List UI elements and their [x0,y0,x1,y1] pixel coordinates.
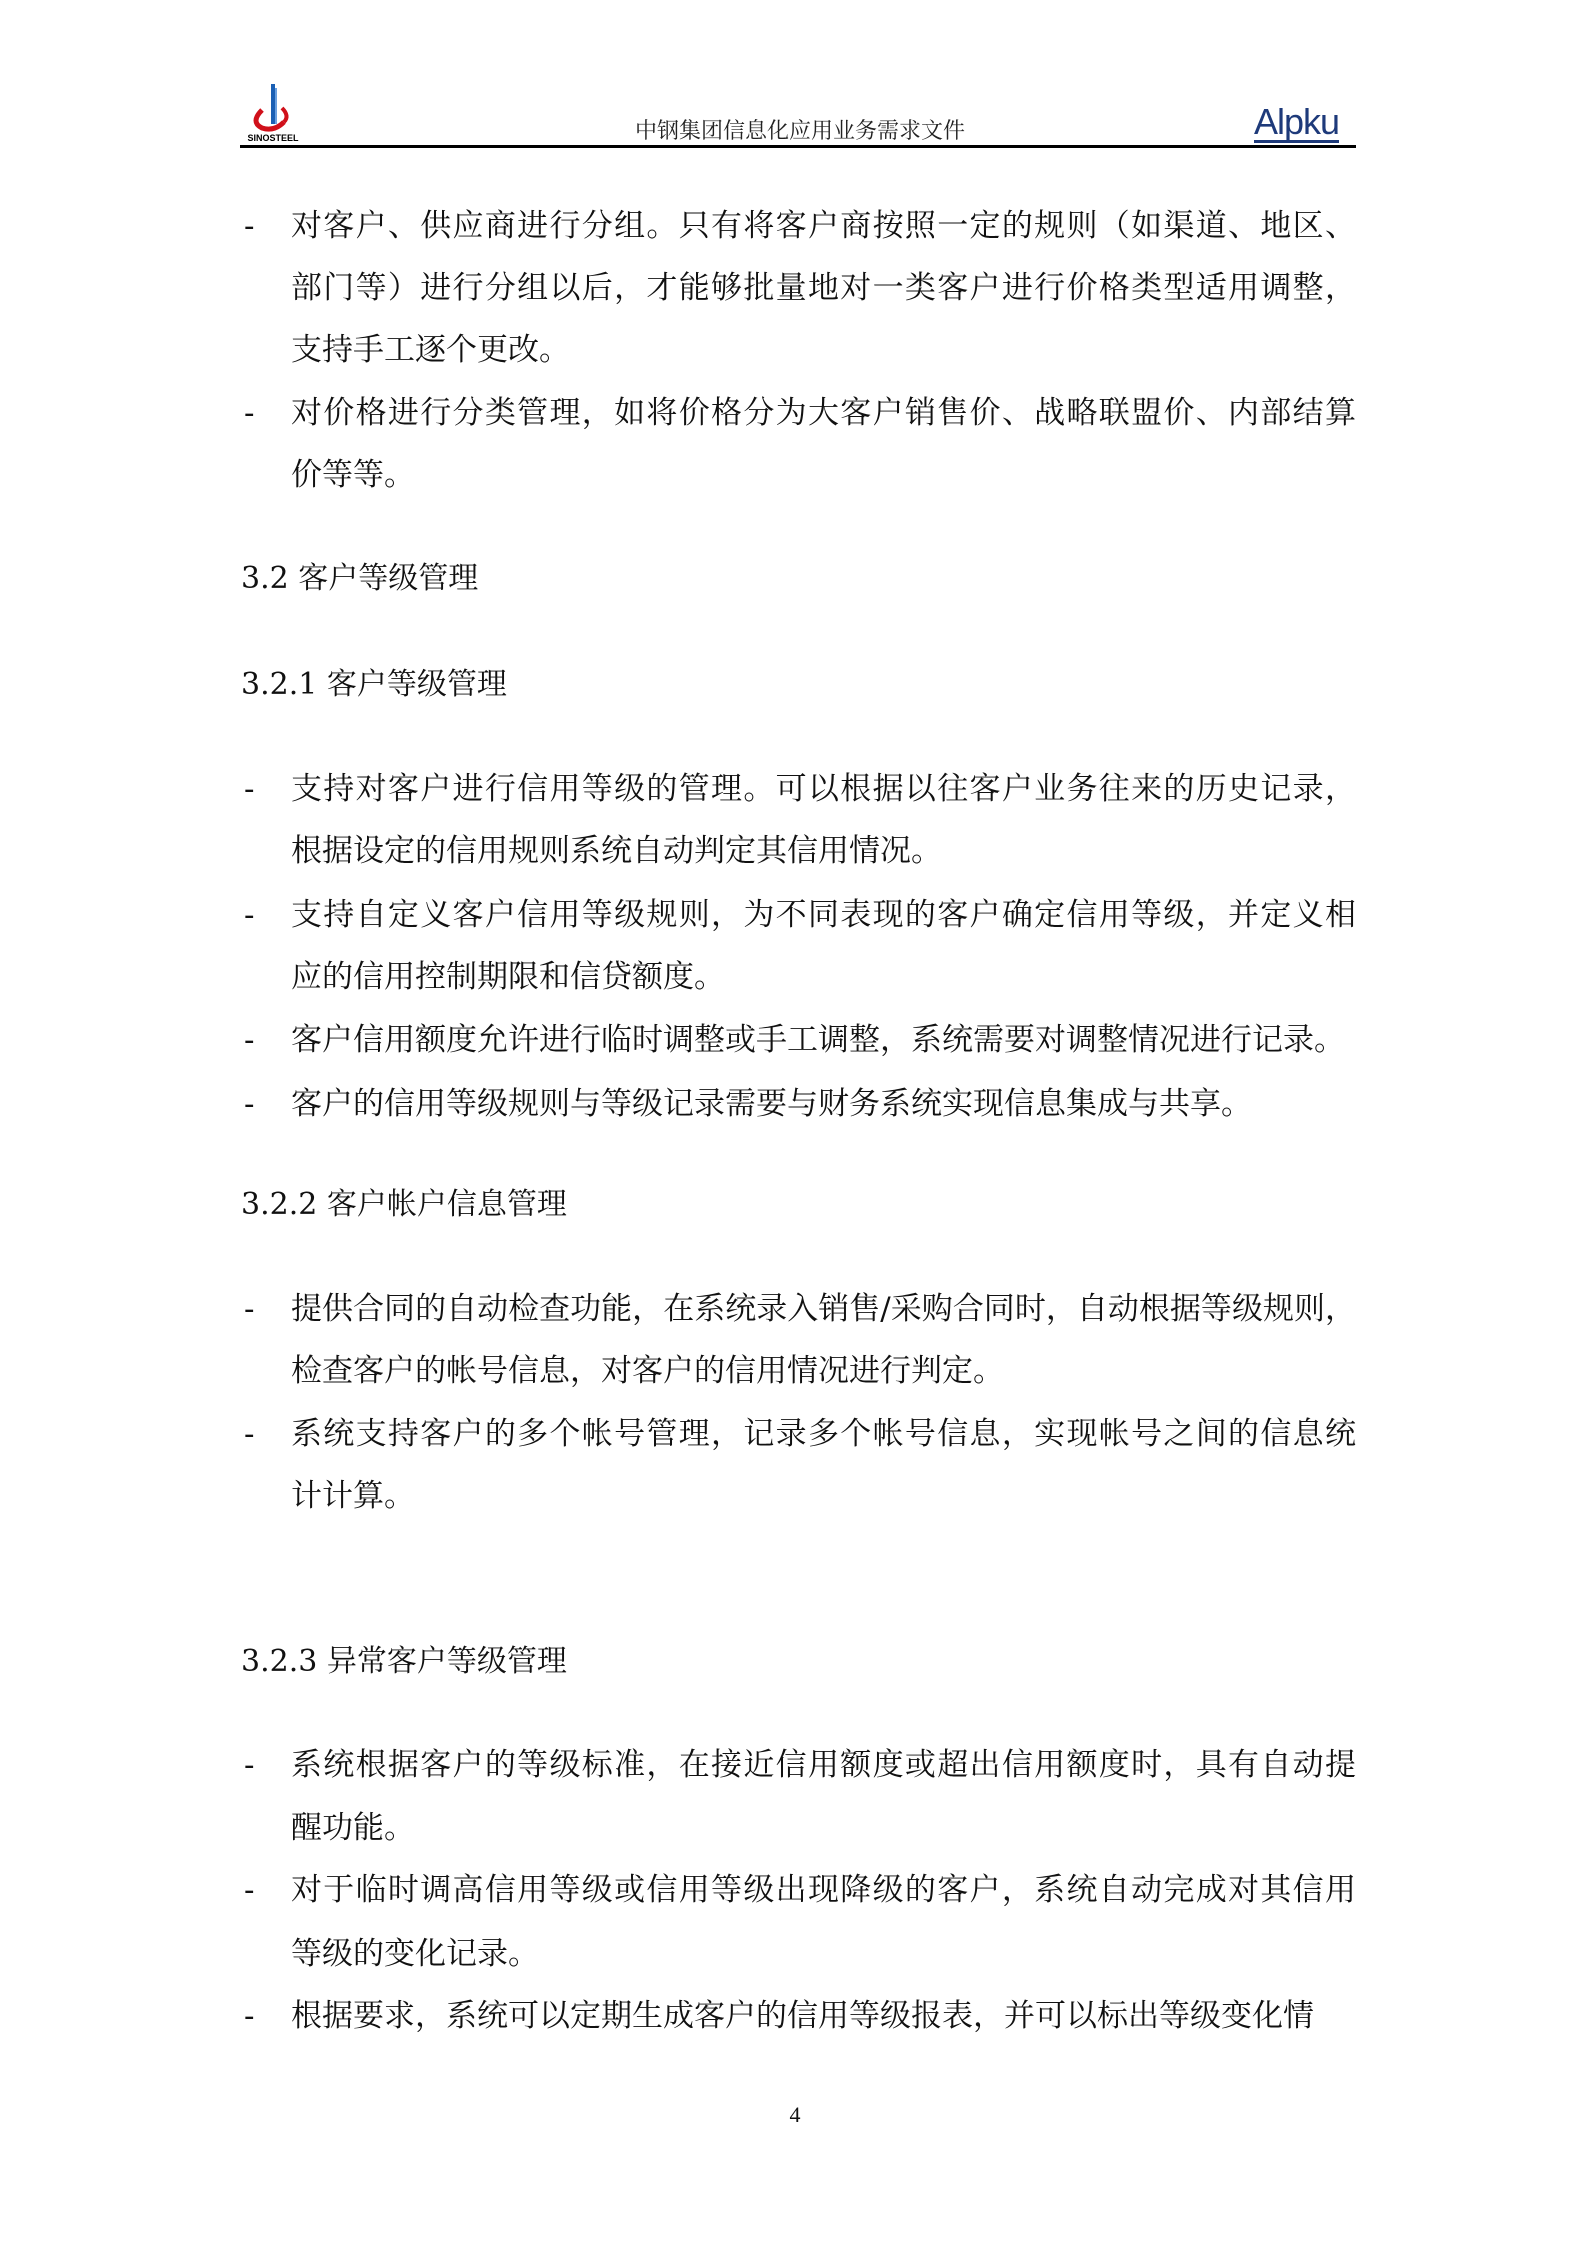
bullet-text-line: 对于临时调高信用等级或信用等级出现降级的客户，系统自动完成对其信用 [291,1872,1356,1908]
bullet-text-line: 醒功能。 [291,1810,415,1846]
bullet-marker: - [244,395,255,431]
sinosteel-logo [240,82,306,144]
section-heading: 3.2.1 客户等级管理 [241,667,507,702]
svg-text:SINOSTEEL: SINOSTEEL [247,133,299,143]
bullet-text-line: 部门等）进行分组以后，才能够批量地对一类客户进行价格类型适用调整， [291,270,1356,306]
bullet-text-line: 根据设定的信用规则系统自动判定其信用情况。 [291,833,942,869]
bullet-marker: - [244,1872,255,1908]
bullet-marker: - [244,1416,255,1452]
bullet-marker: - [244,1291,255,1327]
bullet-text-line: 对客户、供应商进行分组。只有将客户商按照一定的规则（如渠道、地区、 [291,208,1356,244]
section-heading: 3.2.2 客户帐户信息管理 [241,1187,567,1222]
bullet-marker: - [244,1086,255,1122]
section-heading: 3.2.3 异常客户等级管理 [241,1644,567,1679]
page-number: 4 [789,2102,801,2127]
section-heading: 3.2 客户等级管理 [241,561,479,596]
header-rule [240,145,1356,148]
bullet-text-line: 支持手工逐个更改。 [291,332,570,368]
bullet-marker: - [244,771,255,807]
bullet-marker: - [244,897,255,933]
bullet-text-line: 根据要求，系统可以定期生成客户的信用等级报表，并可以标出等级变化情 [291,1998,1314,2034]
bullet-text-line: 对价格进行分类管理，如将价格分为大客户销售价、战略联盟价、内部结算 [291,395,1356,431]
bullet-text-line: 系统根据客户的等级标准，在接近信用额度或超出信用额度时，具有自动提 [291,1747,1356,1783]
bullet-marker: - [244,1747,255,1783]
bullet-marker: - [244,1022,255,1058]
bullet-text-line: 支持自定义客户信用等级规则，为不同表现的客户确定信用等级，并定义相 [291,897,1356,933]
bullet-marker: - [244,1998,255,2034]
bullet-text-line: 应的信用控制期限和信贷额度。 [291,959,725,995]
bullet-text-line: 支持对客户进行信用等级的管理。可以根据以往客户业务往来的历史记录， [291,771,1356,807]
bullet-text-line: 检查客户的帐号信息，对客户的信用情况进行判定。 [291,1353,1004,1389]
bullet-text-line: 价等等。 [291,457,415,493]
alpku-logo: Alpku [1254,101,1340,142]
bullet-text-line: 系统支持客户的多个帐号管理，记录多个帐号信息，实现帐号之间的信息统 [291,1416,1356,1452]
header-title: 中钢集团信息化应用业务需求文件 [634,119,965,144]
bullet-text-line: 计计算。 [291,1478,415,1514]
bullet-text-line: 客户信用额度允许进行临时调整或手工调整，系统需要对调整情况进行记录。 [291,1022,1345,1058]
bullet-text-line: 提供合同的自动检查功能，在系统录入销售/采购合同时，自动根据等级规则， [291,1291,1356,1327]
bullet-marker: - [244,208,255,244]
bullet-text-line: 等级的变化记录。 [291,1936,539,1972]
bullet-text-line: 客户的信用等级规则与等级记录需要与财务系统实现信息集成与共享。 [291,1086,1252,1122]
